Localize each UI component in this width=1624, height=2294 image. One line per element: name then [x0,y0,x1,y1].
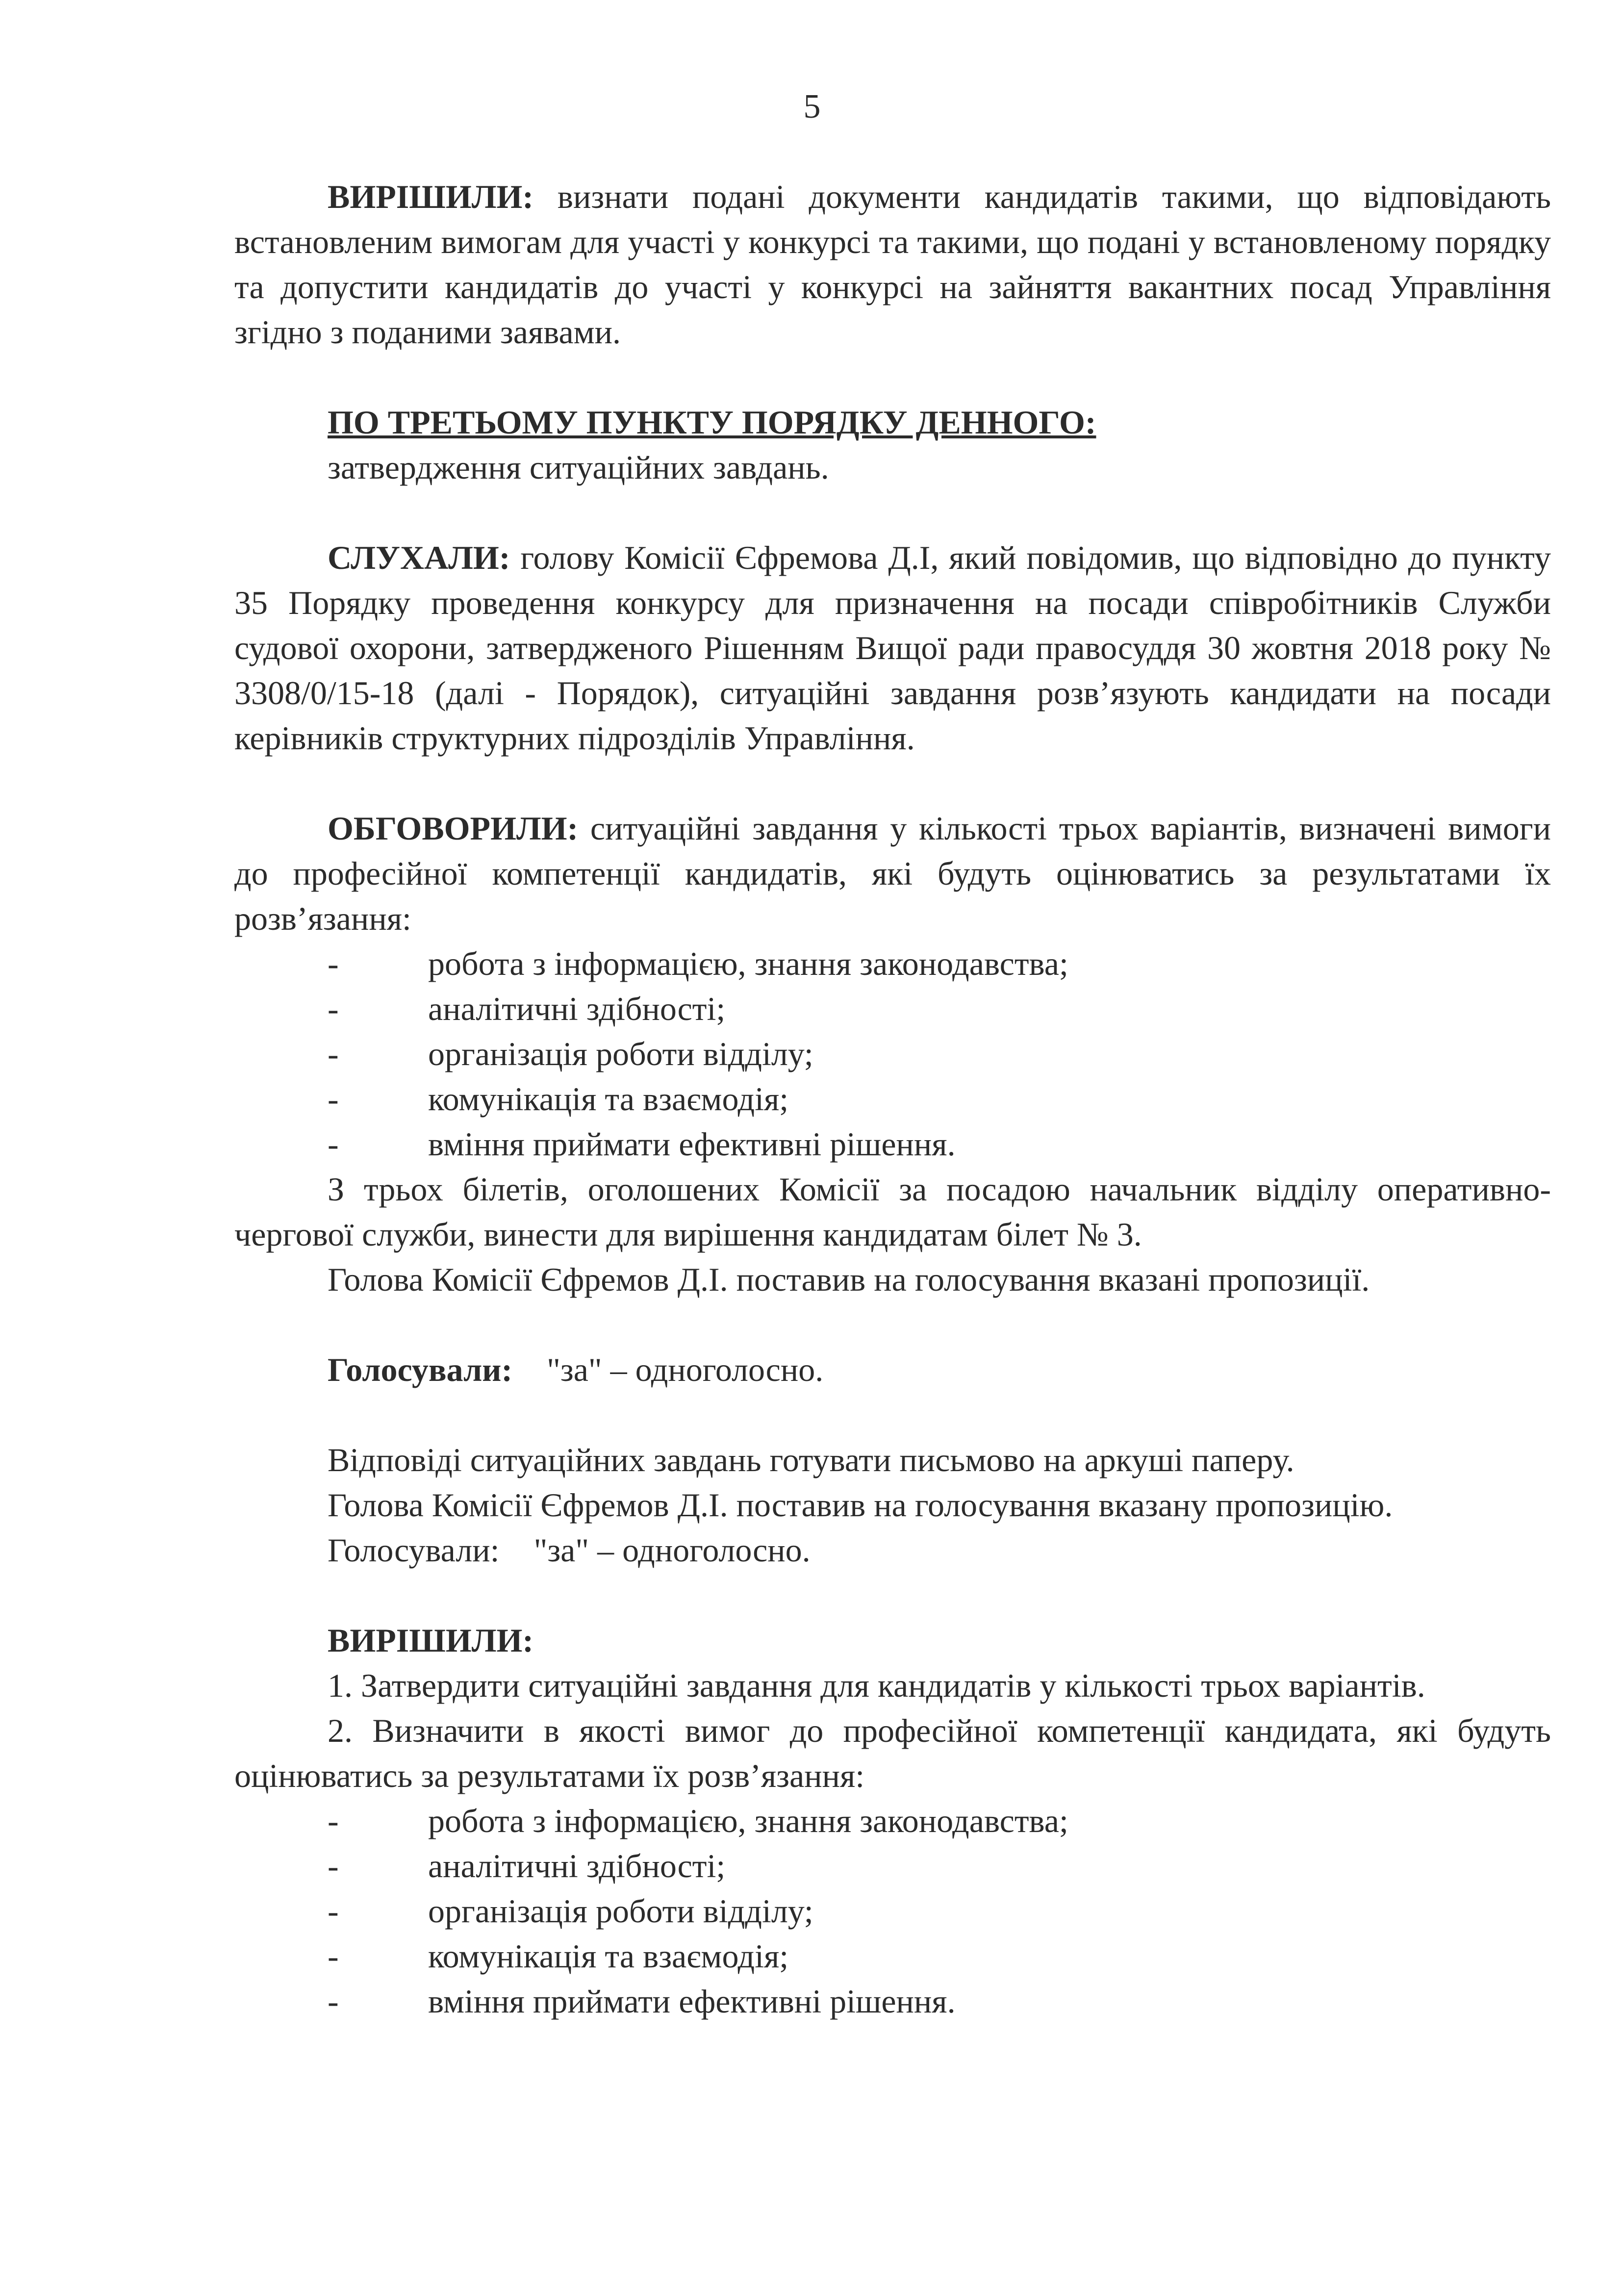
decided-item-2: 2. Визначити в якості вимог до професійної компетенції кандидата, які будуть оцінюватись за результатами їх розв’язання: [234,1712,1551,1794]
discussed-paragraph [234,806,1551,941]
document-body [234,174,1551,2024]
decided-item-1: 1. Затвердити ситуаційні завдання для кандидатів у кількості трьох варіантів. [328,1667,1425,1704]
list-item: - комунікація та взаємодія; [234,1076,1551,1122]
vote-value: "за" – одноголосно. [533,1531,811,1569]
vote-label: Голосували: [328,1351,513,1388]
dash-mark: - [328,990,339,1027]
section-subtitle: затвердження ситуаційних завдань. [328,449,829,486]
list-item: - вміння приймати ефективні рішення. [234,1122,1551,1167]
vote-label: Голосували: [328,1531,500,1569]
dash-mark: - [328,1983,339,2020]
list-item: - комунікація та взаємодія; [234,1934,1551,1979]
decision-text: визнати подані документи кандидатів такими, що відповідають встановленим вимогам для участі у конкурсі та такими, що подані у встановленому порядку та допустити кандидатів до участі у конкурсі на зайняття вакантних посад Управління згідно з поданими заявами. [234,178,1551,351]
vote-value: "за" – одноголосно. [547,1351,824,1388]
dash-mark: - [328,1802,339,1839]
decided-label: ВИРІШИЛИ: [328,1622,534,1659]
discussed-text: ситуаційні завдання у кількості трьох варіантів, визначені вимоги до професійної компетенції кандидатів, які будуть оцінюватись за результатами їх розв’язання: [234,810,1551,937]
dash-mark: - [328,1937,339,1975]
dash-mark: - [328,945,339,982]
section-heading-third-item: ПО ТРЕТЬОМУ ПУНКТУ ПОРЯДКУ ДЕННОГО: [328,404,1096,441]
answers-paragraph: Відповіді ситуаційних завдань готувати письмово на аркуші паперу. [328,1441,1294,1478]
tickets-paragraph: З трьох білетів, оголошених Комісії за посадою начальник відділу оперативно-чергової служби, винести для вирішення кандидатам білет № 3. [234,1171,1551,1253]
list-item: - організація роботи відділу; [234,1031,1551,1076]
vote-result-1 [328,1347,1551,1392]
page-number: 5 [803,88,821,126]
competence-list-2 [234,1798,1551,2024]
list-item: - аналітичні здібності; [234,986,1551,1031]
competence-list-1 [234,941,1551,1167]
dash-mark: - [328,1892,339,1930]
decision-label: ВИРІШИЛИ: [328,178,534,215]
dash-mark: - [328,1035,339,1072]
heard-text: голову Комісії Єфремова Д.І, який повідомив, що відповідно до пункту 35 Порядку проведення конкурсу для призначення на посади співробітників Служби судової охорони, затвердженого Рішенням Вищої ради правосуддя 30 жовтня 2018 року № 3308/0/15-18 (далі - Порядок), ситуаційні завдання розв’язують кандидати на посади керівників структурних підрозділів Управління. [234,539,1551,757]
put-to-vote-paragraph-2: Голова Комісії Єфремов Д.І. поставив на голосування вказану пропозицію. [328,1486,1393,1524]
list-item: - організація роботи відділу; [234,1888,1551,1934]
vote-result-2 [328,1528,1551,1573]
decision-paragraph-1 [234,174,1551,355]
dash-mark: - [328,1125,339,1163]
list-item: - робота з інформацією, знання законодавства; [234,941,1551,986]
heard-label: СЛУХАЛИ: [328,539,510,576]
discussed-label: ОБГОВОРИЛИ: [328,810,579,847]
list-item: - робота з інформацією, знання законодавства; [234,1798,1551,1843]
list-item: - вміння приймати ефективні рішення. [234,1979,1551,2024]
heard-paragraph [234,535,1551,761]
put-to-vote-paragraph-1: Голова Комісії Єфремов Д.І. поставив на голосування вказані пропозиції. [328,1261,1370,1298]
dash-mark: - [328,1080,339,1118]
list-item: - аналітичні здібності; [234,1843,1551,1888]
dash-mark: - [328,1847,339,1885]
